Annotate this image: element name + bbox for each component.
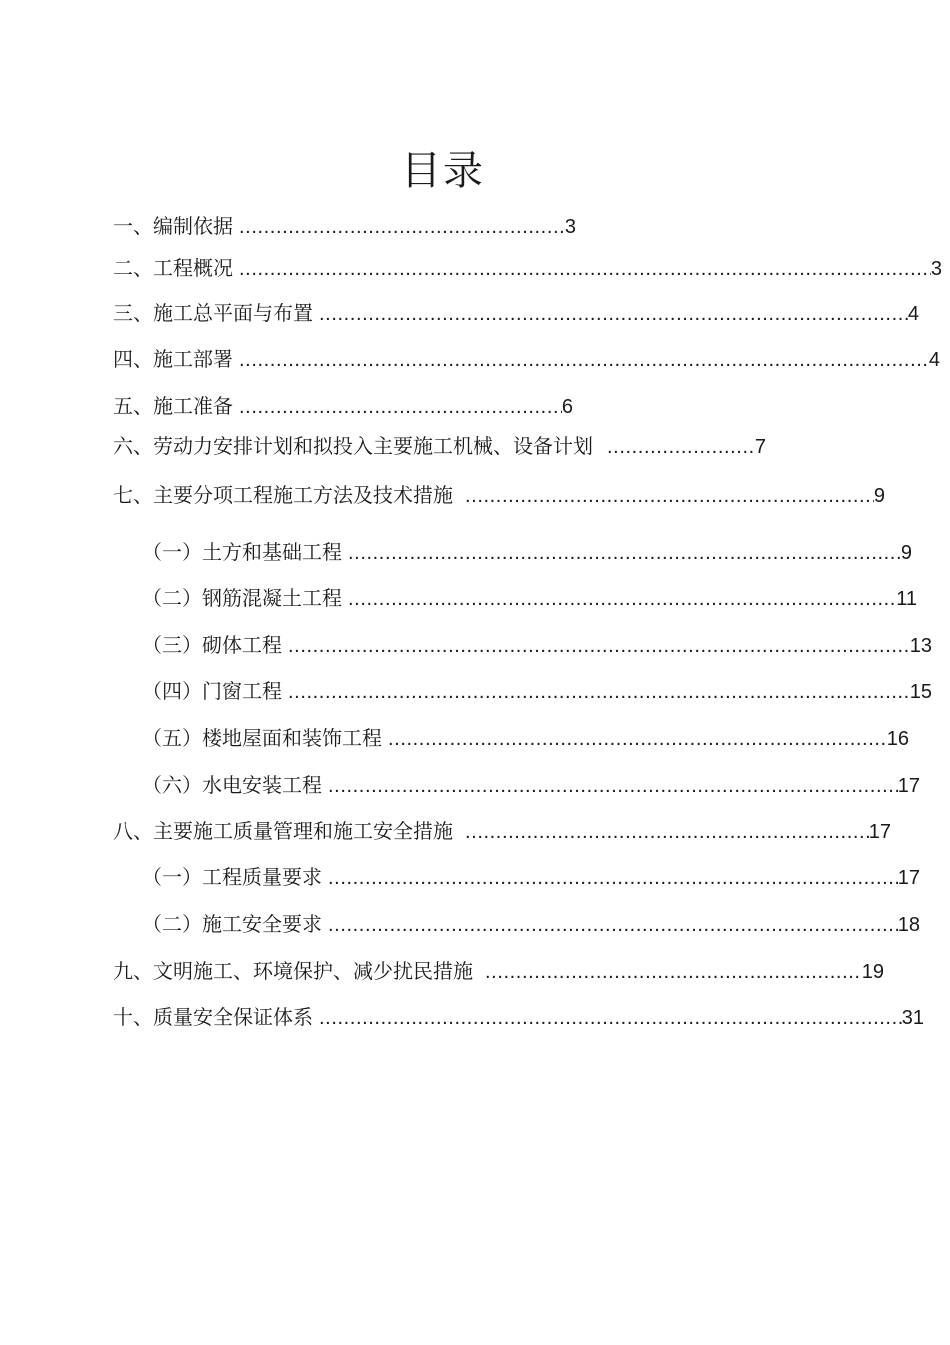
leader-dots: [328, 865, 898, 891]
entry-number: 二、: [113, 256, 153, 280]
entry-number: 六、: [113, 434, 153, 458]
leader-dots: [607, 434, 755, 460]
entry-page-number: 6: [561, 396, 573, 418]
leader-dots: [465, 483, 874, 509]
toc-entry[interactable]: [113, 433, 766, 460]
entry-title: 质量安全保证体系: [153, 1005, 313, 1029]
leader-dots: [328, 773, 898, 799]
entry-title: 施工安全要求: [202, 912, 322, 936]
toc-entry[interactable]: [113, 300, 919, 327]
entry-number: （二）: [142, 912, 202, 936]
toc-subentry[interactable]: [142, 864, 920, 891]
entry-number: （三）: [142, 633, 202, 657]
toc-subentry[interactable]: [142, 678, 932, 705]
entry-title: 文明施工、环境保护、减少扰民措施: [153, 959, 473, 983]
leader-dots: [348, 586, 896, 612]
entry-page-number: 4: [928, 349, 940, 371]
toc-subentry[interactable]: [142, 539, 912, 566]
toc-subentry[interactable]: [142, 725, 909, 752]
entry-title: 砌体工程: [202, 633, 282, 657]
entry-page-number: 11: [896, 588, 917, 610]
entry-title: 门窗工程: [202, 679, 282, 703]
entry-number: 十、: [113, 1005, 153, 1029]
entry-title: 楼地屋面和装饰工程: [202, 726, 382, 750]
entry-page-number: 7: [754, 436, 766, 458]
entry-title: 主要施工质量管理和施工安全措施: [153, 819, 453, 843]
entry-page-number: 17: [868, 821, 891, 843]
entry-page-number: 9: [873, 485, 885, 507]
entry-page-number: 17: [897, 775, 920, 797]
entry-number: （五）: [142, 726, 202, 750]
entry-title: 工程概况: [153, 256, 233, 280]
toc-subentry[interactable]: [142, 585, 917, 612]
entry-title: 施工部署: [153, 347, 233, 371]
entry-page-number: 17: [897, 867, 920, 889]
leader-dots: [239, 394, 562, 420]
entry-page-number: 18: [897, 914, 920, 936]
entry-page-number: 4: [907, 303, 919, 325]
entry-page-number: 16: [886, 728, 909, 750]
entry-number: 四、: [113, 347, 153, 371]
leader-dots: [239, 256, 931, 282]
entry-number: 三、: [113, 301, 153, 325]
entry-page-number: 31: [901, 1007, 924, 1029]
entry-page-number: 3: [930, 258, 942, 280]
leader-dots: [239, 214, 565, 240]
entry-number: （一）: [142, 865, 202, 889]
entry-page-number: 19: [861, 961, 884, 983]
toc-entry[interactable]: [113, 958, 884, 985]
toc-subentry[interactable]: [142, 911, 920, 938]
toc-title: 目录: [401, 148, 485, 194]
entry-title: 主要分项工程施工方法及技术措施: [153, 483, 453, 507]
entry-number: 五、: [113, 394, 153, 418]
leader-dots: [239, 347, 929, 373]
toc-entry[interactable]: [113, 393, 573, 420]
leader-dots: [388, 726, 887, 752]
toc-subentry[interactable]: [142, 632, 932, 659]
entry-title: 工程质量要求: [202, 865, 322, 889]
entry-number: 七、: [113, 483, 153, 507]
leader-dots: [485, 959, 862, 985]
entry-title: 水电安装工程: [202, 773, 322, 797]
entry-page-number: 15: [909, 681, 932, 703]
entry-title: 劳动力安排计划和拟投入主要施工机械、设备计划: [153, 434, 593, 458]
leader-dots: [288, 679, 910, 705]
entry-number: （一）: [142, 540, 202, 564]
entry-title: 施工准备: [153, 394, 233, 418]
toc-entry[interactable]: [113, 818, 891, 845]
entry-page-number: 3: [564, 216, 576, 238]
entry-number: 一、: [113, 214, 153, 238]
entry-number: 八、: [113, 819, 153, 843]
toc-entry[interactable]: [113, 482, 885, 509]
leader-dots: [328, 912, 898, 938]
entry-number: （四）: [142, 679, 202, 703]
toc-entry[interactable]: [113, 213, 576, 240]
entry-title: 编制依据: [153, 214, 233, 238]
toc-entry[interactable]: [113, 346, 940, 373]
toc-subentry[interactable]: [142, 772, 920, 799]
entry-number: （二）: [142, 586, 202, 610]
entry-title: 施工总平面与布置: [153, 301, 313, 325]
entry-page-number: 9: [900, 542, 912, 564]
entry-page-number: 13: [909, 635, 932, 657]
leader-dots: [319, 1005, 902, 1031]
toc-entry[interactable]: [113, 1004, 924, 1031]
leader-dots: [319, 301, 908, 327]
entry-number: （六）: [142, 773, 202, 797]
leader-dots: [348, 540, 901, 566]
toc-entry[interactable]: [113, 255, 942, 282]
entry-title: 钢筋混凝土工程: [202, 586, 342, 610]
entry-title: 土方和基础工程: [202, 540, 342, 564]
leader-dots: [288, 633, 910, 659]
leader-dots: [465, 819, 869, 845]
entry-number: 九、: [113, 959, 153, 983]
